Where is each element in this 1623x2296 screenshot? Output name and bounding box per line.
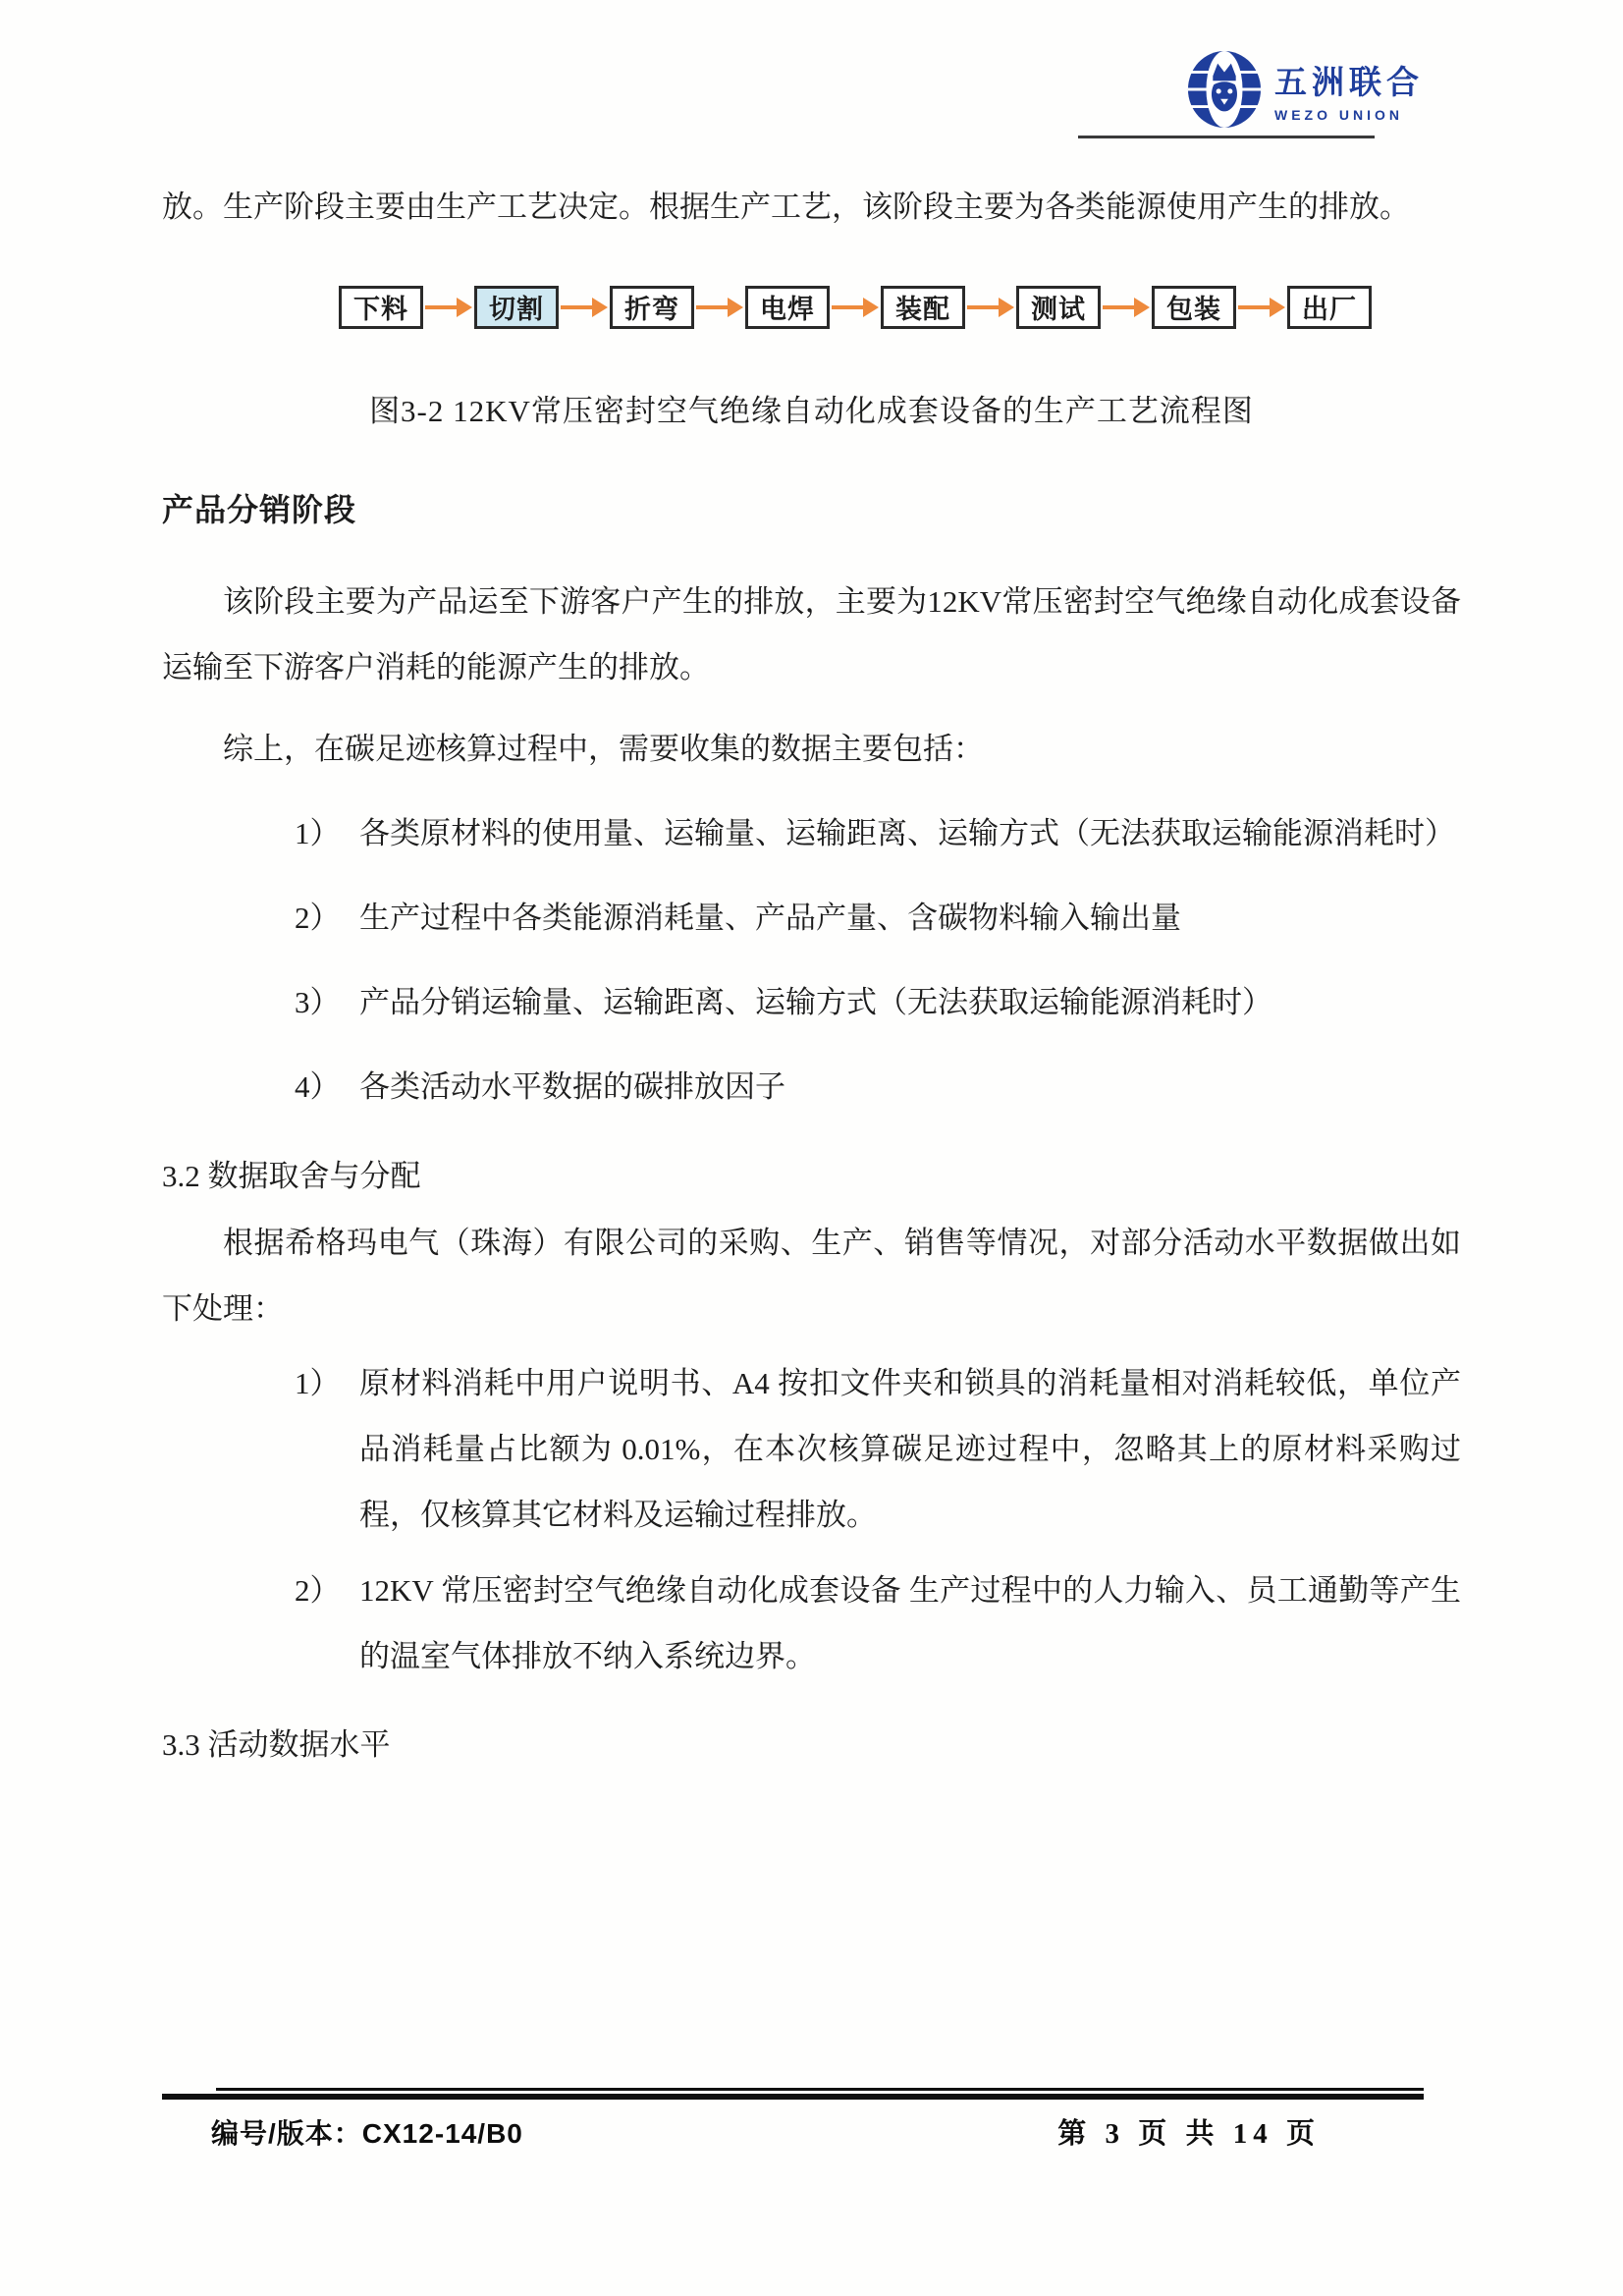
flow-arrow-icon: [423, 298, 474, 317]
section-heading-3-2: 3.2 数据取舍与分配: [162, 1158, 421, 1193]
list-item-number: 2）: [295, 1573, 341, 1609]
section-heading-3-3: 3.3 活动数据水平: [162, 1727, 391, 1763]
logo-name-en: WEZO UNION: [1274, 106, 1403, 123]
flow-arrow-icon: [830, 298, 881, 317]
list-item-number: 3）: [295, 985, 341, 1020]
intro-paragraph: 放。生产阶段主要由生产工艺决定。根据生产工艺，该阶段主要为各类能源使用产生的排放。: [162, 190, 1410, 224]
figure-caption: 图3-2 12KV常压密封空气绝缘自动化成套设备的生产工艺流程图: [369, 393, 1254, 428]
data-handling-list: [162, 1351, 1461, 1690]
logo-name-cn: 五洲联合: [1274, 63, 1424, 100]
list-item-number: 4）: [295, 1069, 341, 1105]
flow-step: 测试: [1016, 286, 1101, 329]
list-item-text: 产品分销运输量、运输距离、运输方式（无法获取运输能源消耗时）: [359, 985, 1272, 1020]
list-item-number: 2）: [295, 901, 341, 935]
list-item: [295, 1054, 1461, 1121]
list-item: [295, 1558, 1461, 1690]
footer-rule-thin: [216, 2088, 1424, 2091]
list-item: [295, 1351, 1461, 1549]
page-footer: [162, 2088, 1424, 2152]
flow-step: 电焊: [745, 286, 830, 329]
flow-arrow-icon: [965, 298, 1016, 317]
flow-step: 出厂: [1287, 286, 1372, 329]
flow-arrow-icon: [1236, 298, 1287, 317]
flow-step: 包装: [1152, 286, 1236, 329]
list-item-text: 生产过程中各类能源消耗量、产品产量、含碳物料输入输出量: [359, 901, 1181, 935]
list-item: [295, 885, 1461, 952]
list-item-number: 1）: [295, 1366, 341, 1401]
production-process-flowchart: [339, 286, 1461, 329]
list-item-text: 12KV 常压密封空气绝缘自动化成套设备 生产过程中的人力输入、员工通勤等产生的温室气体排放不纳入系统边界。: [359, 1573, 1461, 1674]
flow-step: 装配: [881, 286, 965, 329]
page-number: 第 3 页 共 14 页: [1057, 2118, 1321, 2150]
flow-step: 下料: [339, 286, 423, 329]
flow-arrow-icon: [1101, 298, 1152, 317]
list-item-text: 各类原材料的使用量、运输量、运输距离、运输方式（无法获取运输能源消耗时）: [359, 815, 1455, 850]
list-item-text: 各类活动水平数据的碳排放因子: [359, 1069, 785, 1105]
document-body: [162, 0, 1461, 1764]
list-item: [295, 969, 1461, 1036]
section-heading-distribution: 产品分销阶段: [162, 491, 357, 527]
doc-code-version: 编号/版本：CX12-14/B0: [211, 2118, 523, 2149]
list-item-number: 1）: [295, 815, 341, 850]
section-3-2-paragraph: 根据希格玛电气（珠海）有限公司的采购、生产、销售等情况，对部分活动水平数据做出如下处理：: [162, 1225, 1461, 1326]
distribution-paragraph-1: 该阶段主要为产品运至下游客户产生的排放，主要为12KV常压密封空气绝缘自动化成套设备 运输至下游客户消耗的能源产生的排放。: [162, 583, 1461, 684]
list-item: [295, 800, 1461, 867]
data-collection-list: [162, 800, 1461, 1121]
flow-step-highlighted: 切割: [474, 286, 559, 329]
footer-rule-thick: [162, 2094, 1424, 2100]
list-item-text: 原材料消耗中用户说明书、A4 按扣文件夹和锁具的消耗量相对消耗较低，单位产品消耗量占比额为 0.01%，在本次核算碳足迹过程中，忽略其上的原材料采购过程，仅核算其它材料及运输过程排放。: [359, 1366, 1461, 1533]
flow-arrow-icon: [559, 298, 610, 317]
distribution-paragraph-2: 综上，在碳足迹核算过程中，需要收集的数据主要包括：: [223, 731, 984, 766]
flow-step: 折弯: [610, 286, 694, 329]
flow-arrow-icon: [694, 298, 745, 317]
